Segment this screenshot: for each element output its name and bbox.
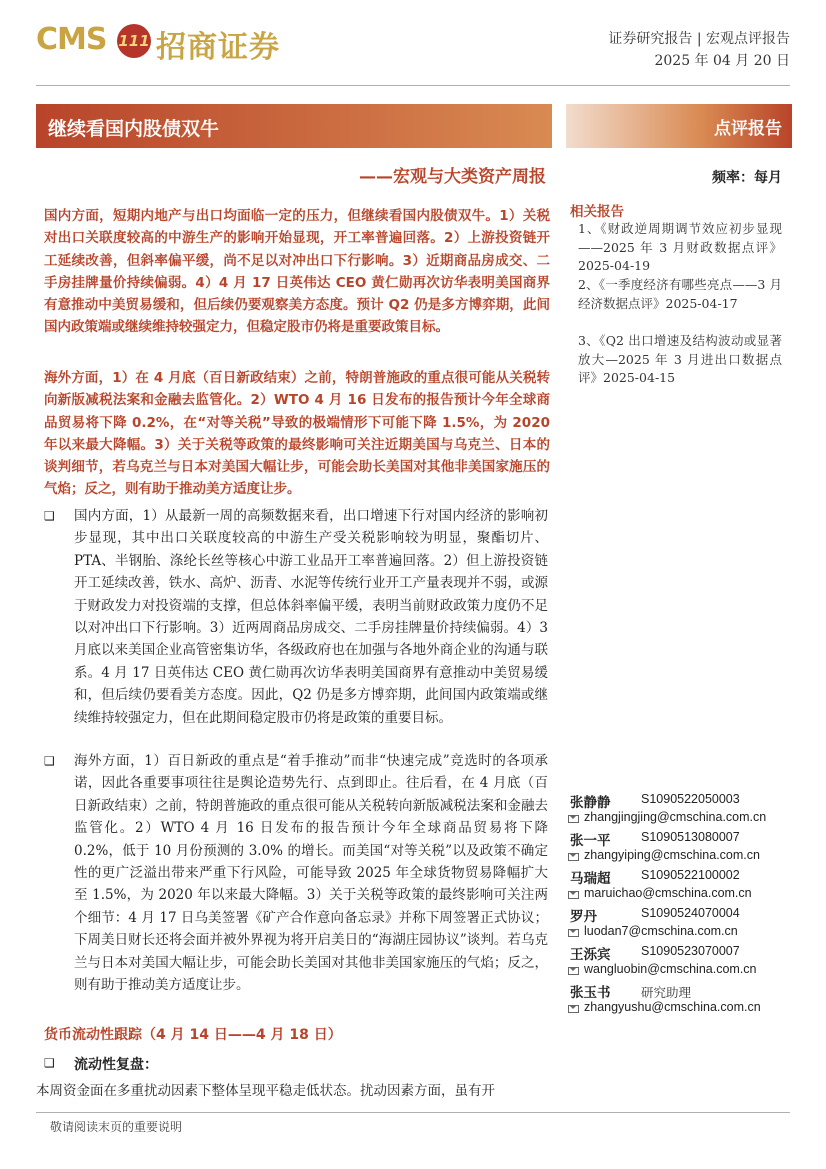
bullet-square-icon: ❑: [44, 1056, 55, 1070]
section-title: 货币流动性跟踪（4 月 14 日——4 月 18 日）: [44, 1027, 342, 1043]
footer-divider: [36, 1112, 790, 1113]
analyst-license-id: S1090524070004: [641, 906, 740, 920]
analyst-email[interactable]: zhangyiping@cmschina.com.cn: [584, 848, 760, 862]
logo-cms-text: CMS: [36, 22, 107, 57]
analyst-name: 王泺宾: [570, 947, 611, 963]
report-type: 证券研究报告 | 宏观点评报告: [608, 31, 790, 47]
analyst-email[interactable]: zhangyushu@cmschina.com.cn: [584, 1000, 761, 1014]
analyst-name: 罗丹: [570, 909, 597, 925]
related-report-item[interactable]: 2、《一季度经济有哪些亮点——3 月经济数据点评》2025-04-17: [578, 277, 782, 311]
report-frequency: 频率：每月: [712, 170, 782, 186]
related-report-item[interactable]: 3、《Q2 出口增速及结构波动或显著放大—2025 年 3 月进出口数据点评》2025-04-15: [578, 333, 782, 386]
footer-notice: 敬请阅读末页的重要说明: [50, 1120, 183, 1134]
body-paragraph: 本周资金面在多重扰动因素下整体呈现平稳走低状态。扰动因素方面，虽有开: [36, 1083, 495, 1099]
logo-badge-icon: 111: [117, 24, 151, 58]
analyst-email[interactable]: luodan7@cmschina.com.cn: [584, 924, 738, 938]
body-point-overseas: 海外方面，1）百日新政的重点是“着手推动”而非“快速完成”竞选时的各项承诺，因此各重要事项往往是舆论造势先行、点到即止。往后看，在 4 月底（百日新政结束）之前，特朗普施政的重点很可能从关税转向新版减税法案和金融去监管化。2）WTO 4 月 16 日发布的报告预计今年全球商品贸易将下降 0.2%，低于 10 月份预测的 3.0% 的增长。而美国“对等关税”以及政策不确定性的更广泛溢出带来严重下行风险，可能导致 2025 年全球货物贸易降幅扩大至 1.5%，为 2020 年以来最大降幅。3）关于关税等政策的最终影响可关注两个细节：4 月 17 日乌美签署《矿产合作意向备忘录》并称下周签署正式协议；下周美日财长还将会面并被外界视为将开启美日的“海湖庄园协议”谈判。若乌克兰与日本对美国大幅让步，可能会助长美国对其他非美国家施压的气焰；反之，则有助于推动美方适度让步。: [74, 753, 548, 994]
report-tag-label: 点评报告: [714, 119, 782, 139]
analyst-license-id: S1090522050003: [641, 792, 740, 806]
related-report-item[interactable]: 1、《财政逆周期调节效应初步显现——2025 年 3 月财政数据点评》2025-04-19: [578, 221, 782, 274]
analyst-name: 张玉书: [570, 985, 611, 1001]
email-icon: [568, 929, 579, 937]
analyst-role: 研究助理: [641, 985, 692, 1000]
analyst-email[interactable]: zhangjingjing@cmschina.com.cn: [584, 810, 767, 824]
page-title: 继续看国内股债双牛: [48, 118, 220, 140]
analyst-name: 马瑞超: [570, 871, 611, 887]
summary-overseas: 海外方面，1）在 4 月底（百日新政结束）之前，特朗普施政的重点很可能从关税转向新版减税法案和金融去监管化。2）WTO 4 月 16 日发布的报告预计今年全球商品贸易将下降 0.2%，在“对等关税”导致的极端情形下可能下降 1.5%，为 2020 年以来最大降幅。3）关于关税等政策的最终影响可关注近期美国与乌克兰、日本的谈判细节，若乌克兰与日本对美国大幅让步，可能会助长美国对其他非美国家施压的气焰；反之，则有助于推动美方适度让步。: [44, 370, 550, 498]
bullet-square-icon: ❑: [44, 754, 55, 768]
analyst-name: 张一平: [570, 833, 611, 849]
header-divider: [36, 85, 790, 86]
email-icon: [568, 891, 579, 899]
logo-chinese-text: 招商证券: [156, 30, 280, 65]
analyst-license-id: S1090523070007: [641, 944, 740, 958]
analyst-email[interactable]: maruichao@cmschina.com.cn: [584, 886, 752, 900]
bullet-square-icon: ❑: [44, 509, 55, 523]
analyst-license-id: S1090513080007: [641, 830, 740, 844]
body-point-domestic: 国内方面，1）从最新一周的高频数据来看，出口增速下行对国内经济的影响初步显现，其中出口关联度较高的中游生产受关税影响较为明显，聚酯切片、PTA、半钢胎、涤纶长丝等核心中游工业品开工率普遍回落。2）但上游投资链开工延续改善，铁水、高炉、沥青、水泥等传统行业开工产量表现并不弱，或源于财政发力对投资端的支撑，但总体斜率偏平缓，表明当前财政政策力度仍不足以对冲出口下行影响。3）近两周商品房成交、二手房挂牌量价持续偏弱。4）3 月底以来美国企业高管密集访华，各级政府也在加强与各地外商企业的沟通与联系。4 月 17 日英伟达 CEO 黄仁勋再次访华表明美国商界有意推动中美贸易缓和，但后续仍要看美方态度。因此，Q2 仍是多方博弈期，此间国内政策端或继续维持较强定力，但在此期间稳定股市仍将是政策的重要目标。: [74, 508, 548, 726]
sub-heading: 流动性复盘：: [74, 1057, 158, 1073]
email-icon: [568, 1005, 579, 1013]
analyst-email[interactable]: wangluobin@cmschina.com.cn: [584, 962, 757, 976]
report-date: 2025 年 04 月 20 日: [654, 53, 790, 69]
related-reports-heading: 相关报告: [570, 204, 624, 220]
email-icon: [568, 967, 579, 975]
analyst-name: 张静静: [570, 795, 611, 811]
email-icon: [568, 853, 579, 861]
summary-domestic: 国内方面，短期内地产与出口均面临一定的压力，但继续看国内股债双牛。1）关税对出口关联度较高的中游生产的影响开始显现，开工率普遍回落。2）上游投资链开工延续改善，但斜率偏平缓，尚不足以对冲出口下行影响。3）近期商品房成交、二手房挂牌量价持续偏弱。4）4 月 17 日英伟达 CEO 黄仁勋再次访华表明美国商界有意推动中美贸易缓和，但后续仍要观察美方态度。预计 Q2 仍是多方博弈期，此间国内政策端或继续维持较强定力，但稳定股市仍将是重要政策目标。: [44, 208, 550, 336]
analyst-license-id: S1090522100002: [641, 868, 740, 882]
page-subtitle: ——宏观与大类资产周报: [359, 167, 546, 187]
email-icon: [568, 815, 579, 823]
